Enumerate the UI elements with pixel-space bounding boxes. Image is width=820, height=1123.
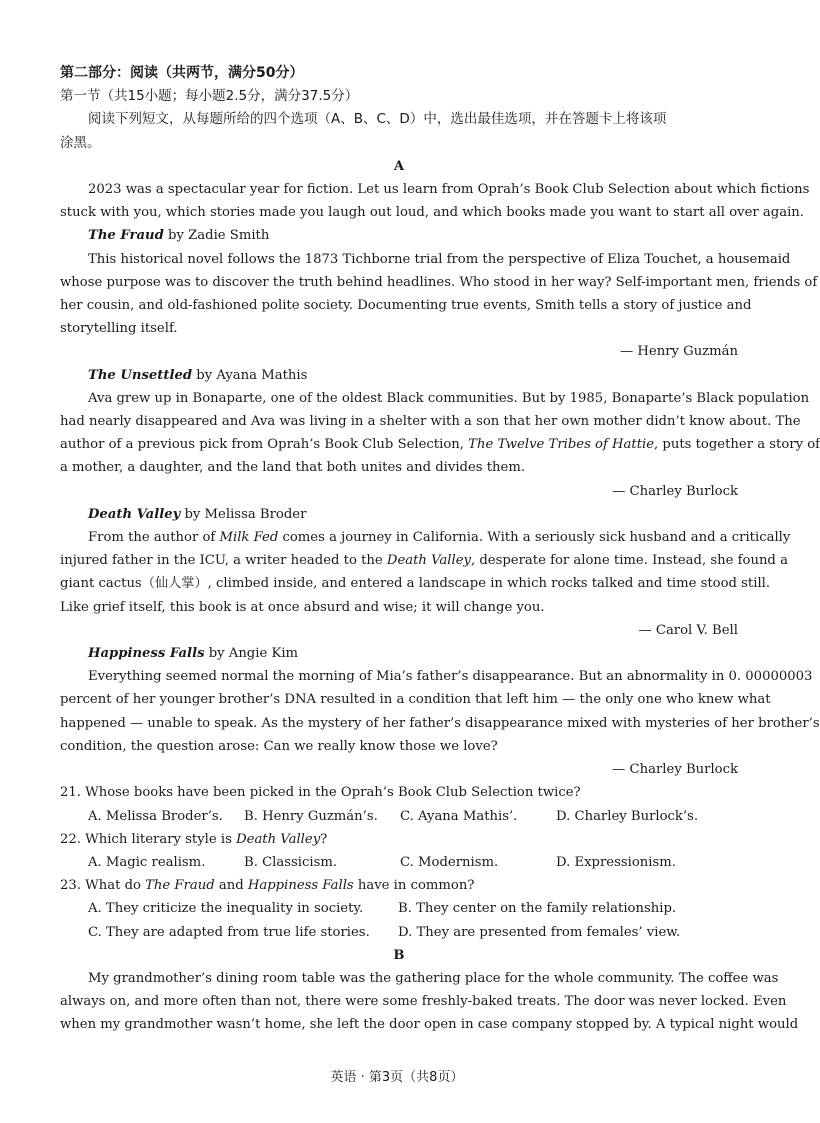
text-run: injured father in the ICU, a writer headed to the [60, 553, 387, 569]
option-d: D. Expressionism. [556, 854, 676, 870]
passage-b-line: when my grandmother wasn’t home, she left the door open in case company stopped by. A typical night would [60, 1017, 799, 1033]
book-heading [60, 224, 738, 247]
page-footer: 英语 · 第3页（共8页） [330, 1070, 464, 1085]
book-review-line [60, 433, 820, 456]
text-run: have in common? [353, 878, 475, 894]
instruction-line-1: 阅读下列短文，从每题所给的四个选项（A、B、C、D）中，选出最佳选项，并在答题卡上将该项 [88, 111, 667, 128]
passage-a-intro-1: 2023 was a spectacular year for fiction. Let us learn from Oprah’s Book Club Selection about which fictions [88, 182, 810, 198]
passage-a-label: A [393, 158, 405, 174]
question-22-options [60, 851, 738, 874]
italic-title: Milk Fed [219, 530, 279, 546]
book-review-line: storytelling itself. [60, 321, 178, 337]
reviewer-name: — Charley Burlock [612, 483, 738, 499]
italic-title: Happiness Falls [247, 878, 354, 894]
option-c: C. They are adapted from true life stories. [88, 924, 370, 940]
reviewer-name: — Henry Guzmán [620, 344, 738, 360]
part-heading: 第二部分：阅读（共两节，满分50分） [60, 65, 304, 81]
book-author: by Melissa Broder [180, 506, 307, 522]
book-title: The Fraud [88, 228, 164, 244]
book-author: by Zadie Smith [163, 228, 270, 244]
book-review-line [60, 549, 788, 572]
italic-title: Death Valley [236, 831, 321, 847]
book-heading [60, 503, 738, 526]
text-run: 23. What do [60, 878, 146, 894]
book-title: Death Valley [88, 506, 181, 522]
passage-b-label: B [393, 947, 405, 963]
section-heading: 第一节（共15小题；每小题2.5分，满分37.5分） [60, 88, 359, 105]
question-23-options-row-2 [60, 921, 738, 944]
exam-page [60, 62, 820, 1037]
option-d: D. They are presented from females’ view. [398, 924, 681, 940]
option-a: A. They criticize the inequality in society. [88, 901, 364, 917]
option-a: A. Magic realism. [88, 854, 206, 870]
book-title: Happiness Falls [88, 646, 205, 662]
book-review-line: This historical novel follows the 1873 Tichborne trial from the perspective of Eliza Touchet, a housemaid [88, 251, 791, 267]
option-b: B. Classicism. [244, 854, 338, 870]
book-review-line: a mother, a daughter, and the land that both unites and divides them. [60, 460, 526, 476]
italic-title: The Fraud [145, 878, 215, 894]
question-21-options [60, 805, 738, 828]
book-review-line: Like grief itself, this book is at once absurd and wise; it will change you. [60, 599, 545, 615]
book-author: by Ayana Mathis [192, 367, 308, 383]
book-review-line: her cousin, and old-fashioned polite society. Documenting true events, Smith tells a story of justice and [60, 298, 752, 314]
book-review-line: Ava grew up in Bonaparte, one of the oldest Black communities. But by 1985, Bonaparte’s Black population [88, 390, 810, 406]
book-heading [60, 642, 738, 665]
book-review-line: condition, the question arose: Can we really know those we love? [60, 738, 498, 754]
book-heading [60, 364, 738, 387]
option-d: D. Charley Burlock’s. [556, 808, 699, 824]
text-run: , puts together a story of [654, 437, 820, 453]
book-review-line: had nearly disappeared and Ava was living in a shelter with a son that her own mother didn’t know about. The [60, 414, 801, 430]
reviewer-name: — Carol V. Bell [638, 622, 738, 638]
question-23-stem [60, 874, 738, 897]
text-run: ? [320, 831, 328, 847]
book-author: by Angie Kim [204, 646, 299, 662]
italic-title: Death Valley [386, 553, 471, 569]
book-review-line: whose purpose was to discover the truth behind headlines. Who stood in her way? Self-important men, friends of [60, 274, 818, 290]
option-b: B. Henry Guzmán’s. [244, 808, 378, 824]
question-22-stem [60, 828, 738, 851]
book-title: The Unsettled [88, 367, 193, 383]
book-review-line: percent of her younger brother’s DNA resulted in a condition that left him — the only one who knew what [60, 692, 771, 708]
question-21-stem: 21. Whose books have been picked in the Oprah’s Book Club Selection twice? [60, 785, 581, 801]
book-review-line [60, 526, 791, 549]
instruction-line-2: 涂黑。 [60, 134, 101, 151]
passage-b-line: My grandmother’s dining room table was the gathering place for the whole community. The coffee was [88, 970, 779, 986]
text-run: 22. Which literary style is [60, 831, 237, 847]
reviewer-name: — Charley Burlock [612, 762, 738, 778]
question-23-options-row-1 [60, 897, 738, 920]
text-run: and [214, 878, 248, 894]
book-review-line: giant cactus（仙人掌）, climbed inside, and entered a landscape in which rocks talked and time stood still. [60, 576, 771, 592]
passage-b-line: always on, and more often than not, there were some freshly-baked treats. The door was never locked. Even [60, 994, 787, 1010]
text-run: From the author of [88, 530, 220, 546]
text-run: comes a journey in California. With a seriously sick husband and a critically [278, 530, 791, 546]
text-run: , desperate for alone time. Instead, she found a [470, 553, 788, 569]
option-b: B. They center on the family relationship. [398, 901, 677, 917]
option-c: C. Modernism. [400, 854, 499, 870]
passage-a-intro-2: stuck with you, which stories made you laugh out loud, and which books made you want to start all over again. [60, 205, 804, 221]
book-review-line: happened — unable to speak. As the mystery of her father’s disappearance mixed with mysteries of her brother’s [60, 715, 820, 731]
option-a: A. Melissa Broder’s. [88, 808, 223, 824]
book-review-line: Everything seemed normal the morning of Mia’s father’s disappearance. But an abnormality in 0. 00000003 [88, 669, 813, 685]
italic-title: The Twelve Tribes of Hattie [468, 437, 655, 453]
text-run: author of a previous pick from Oprah’s Book Club Selection, [60, 437, 469, 453]
option-c: C. Ayana Mathis’. [400, 808, 518, 824]
